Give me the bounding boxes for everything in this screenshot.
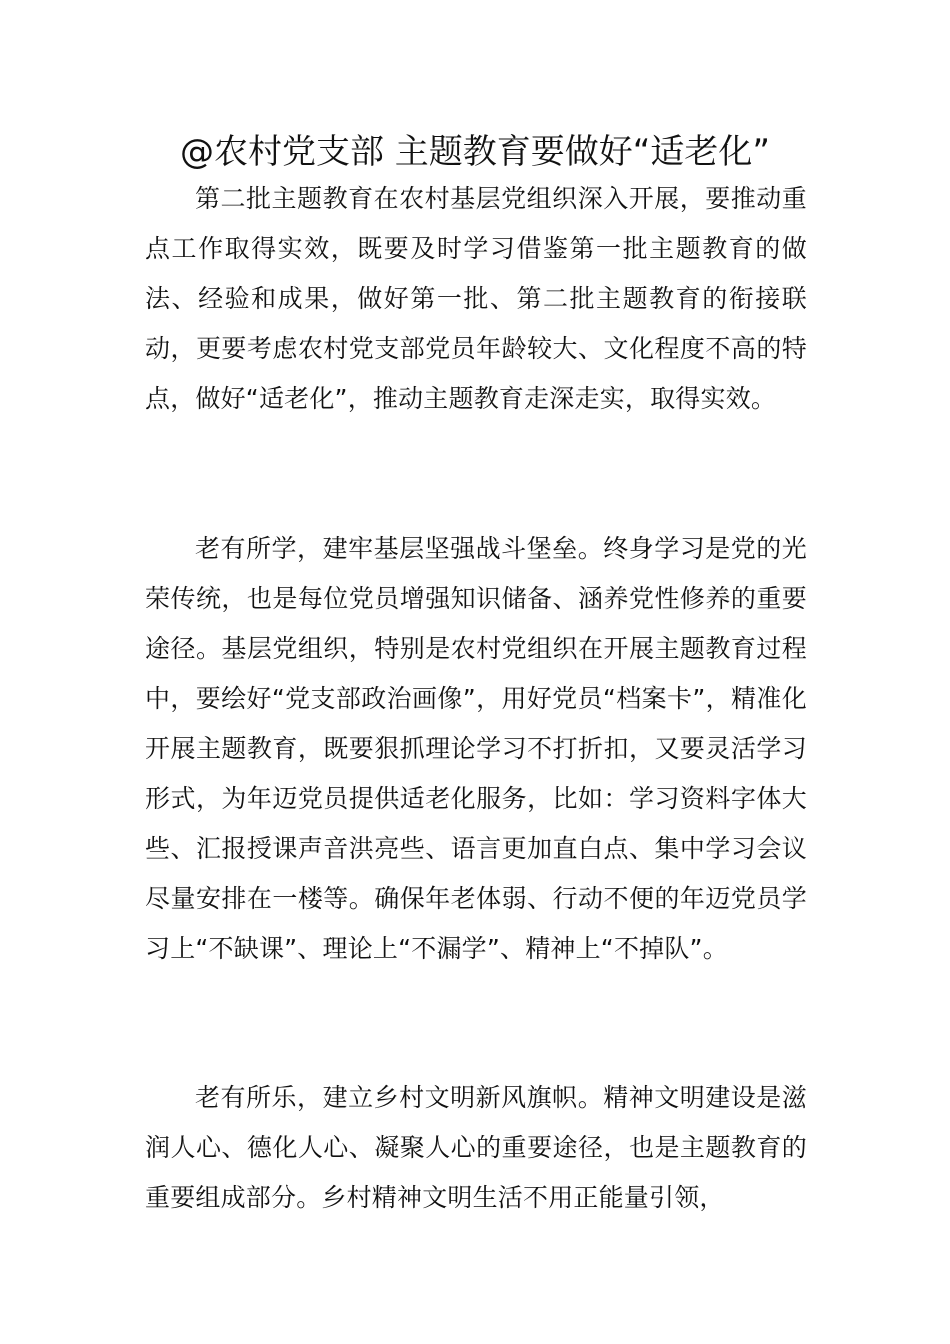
paragraph-learning: 老有所学，建牢基层坚强战斗堡垒。终身学习是党的光荣传统，也是每位党员增强知识储备、涵养党性修养的重要途径。基层党组织，特别是农村党组织在开展主题教育过程中，要绘好“党支部政治画像”，用好党员“档案卡”，精准化开展主题教育，既要狠抓理论学习不打折扣，又要灵活学习形式，为年迈党员提供适老化服务，比如：学习资料字体大些、汇报授课声音洪亮些、语言更加直白点、集中学习会议尽量安排在一楼等。确保年老体弱、行动不便的年迈党员学习上“不缺课”、理论上“不漏学”、精神上“不掉队”。 (145, 534, 807, 963)
paragraph-enjoyment: 老有所乐，建立乡村文明新风旗帜。精神文明建设是滋润人心、德化人心、凝聚人心的重要途径，也是主题教育的重要组成部分。乡村精神文明生活不用正能量引领， (145, 1083, 807, 1212)
document-title: @农村党支部 主题教育要做好“适老化” (179, 132, 771, 172)
paragraph-intro: 第二批主题教育在农村基层党组织深入开展，要推动重点工作取得实效，既要及时学习借鉴第一批主题教育的做法、经验和成果，做好第一批、第二批主题教育的衔接联动，更要考虑农村党支部党员年龄较大、文化程度不高的特点，做好“适老化”，推动主题教育走深走实，取得实效。 (145, 184, 807, 413)
